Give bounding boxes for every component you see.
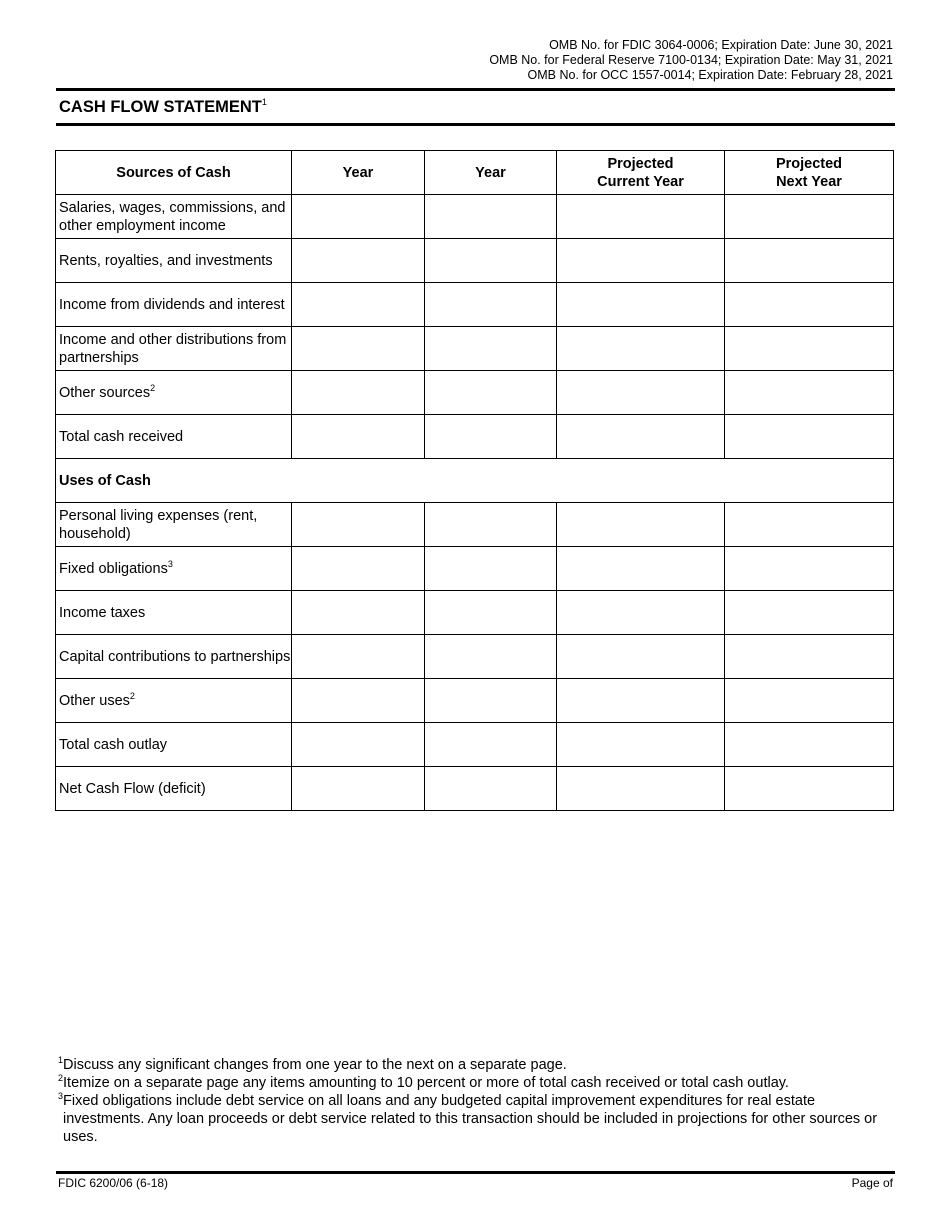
input-cell[interactable] xyxy=(725,415,894,459)
input-cell[interactable] xyxy=(557,371,725,415)
input-cell[interactable] xyxy=(425,503,557,547)
input-cell[interactable] xyxy=(557,195,725,239)
input-cell[interactable] xyxy=(725,283,894,327)
table-row xyxy=(56,503,894,547)
header-sources-of-cash: Sources of Cash xyxy=(56,151,292,195)
input-cell[interactable] xyxy=(725,371,894,415)
section-heading-uses-of-cash: Uses of Cash xyxy=(56,459,894,503)
form-id: FDIC 6200/06 (6-18) xyxy=(58,1176,169,1190)
table-row xyxy=(56,679,894,723)
input-cell[interactable] xyxy=(292,679,425,723)
input-cell[interactable] xyxy=(292,547,425,591)
omb-line-occ: OMB No. for OCC 1557-0014; Expiration Date: February 28, 2021 xyxy=(527,68,893,82)
row-label: Capital contributions to partnerships xyxy=(56,635,292,679)
page-number: Page of xyxy=(851,1176,893,1190)
header-year-2: Year xyxy=(425,151,557,195)
header-top-rule xyxy=(56,88,895,91)
omb-line-fdic: OMB No. for FDIC 3064-0006; Expiration Date: June 30, 2021 xyxy=(549,38,893,52)
page-title: CASH FLOW STATEMENT$^1$ xyxy=(59,97,267,116)
input-cell[interactable] xyxy=(425,635,557,679)
omb-line-federal-reserve: OMB No. for Federal Reserve 7100-0134; Expiration Date: May 31, 2021 xyxy=(489,53,893,67)
input-cell[interactable] xyxy=(725,195,894,239)
cash-flow-table xyxy=(55,150,894,811)
header-bottom-rule xyxy=(56,123,895,126)
table-row xyxy=(56,415,894,459)
input-cell[interactable] xyxy=(425,327,557,371)
row-label: Net Cash Flow (deficit) xyxy=(56,767,292,811)
input-cell[interactable] xyxy=(425,195,557,239)
table-row xyxy=(56,591,894,635)
input-cell[interactable] xyxy=(425,415,557,459)
input-cell[interactable] xyxy=(725,679,894,723)
input-cell[interactable] xyxy=(557,547,725,591)
table-row xyxy=(56,195,894,239)
row-label: Income taxes xyxy=(56,591,292,635)
input-cell[interactable] xyxy=(725,767,894,811)
footnote-ref: 2 xyxy=(150,382,156,393)
input-cell[interactable] xyxy=(292,283,425,327)
row-label: Rents, royalties, and investments xyxy=(56,239,292,283)
input-cell[interactable] xyxy=(557,239,725,283)
input-cell[interactable] xyxy=(292,635,425,679)
input-cell[interactable] xyxy=(425,547,557,591)
table-row xyxy=(56,283,894,327)
row-label: Income and other distributions from partnerships xyxy=(56,327,292,371)
input-cell[interactable] xyxy=(557,767,725,811)
footnotes xyxy=(58,1056,888,1146)
input-cell[interactable] xyxy=(425,767,557,811)
footnote-3: $^3$Fixed obligations include debt service on all loans and any budgeted capital improvement expenditures for real estate investments. Any loan proceeds or debt service related to this transaction should be included in projections for other sources or uses. xyxy=(58,1091,878,1145)
footnote-ref: 2 xyxy=(129,690,135,701)
input-cell[interactable] xyxy=(725,503,894,547)
input-cell[interactable] xyxy=(725,547,894,591)
section-row-uses xyxy=(56,459,894,503)
input-cell[interactable] xyxy=(557,327,725,371)
row-label: Personal living expenses (rent, household) xyxy=(56,503,292,547)
input-cell[interactable] xyxy=(292,503,425,547)
header-projected-current-year: Projected Current Year xyxy=(557,151,725,195)
input-cell[interactable] xyxy=(557,679,725,723)
input-cell[interactable] xyxy=(292,723,425,767)
input-cell[interactable] xyxy=(292,327,425,371)
input-cell[interactable] xyxy=(557,503,725,547)
table-header-row xyxy=(56,151,894,195)
input-cell[interactable] xyxy=(292,415,425,459)
table-row xyxy=(56,371,894,415)
input-cell[interactable] xyxy=(425,679,557,723)
input-cell[interactable] xyxy=(425,371,557,415)
input-cell[interactable] xyxy=(425,591,557,635)
input-cell[interactable] xyxy=(557,591,725,635)
header-year-1: Year xyxy=(292,151,425,195)
input-cell[interactable] xyxy=(425,723,557,767)
input-cell[interactable] xyxy=(725,327,894,371)
input-cell[interactable] xyxy=(425,239,557,283)
input-cell[interactable] xyxy=(292,239,425,283)
input-cell[interactable] xyxy=(725,239,894,283)
title-footnote-ref: 1 xyxy=(261,97,267,107)
row-label: Total cash received xyxy=(56,415,292,459)
input-cell[interactable] xyxy=(292,371,425,415)
footer-rule xyxy=(56,1171,895,1174)
table-row xyxy=(56,767,894,811)
table-row xyxy=(56,547,894,591)
input-cell[interactable] xyxy=(725,723,894,767)
input-cell[interactable] xyxy=(557,283,725,327)
table-row xyxy=(56,327,894,371)
row-label: Income from dividends and interest xyxy=(56,283,292,327)
input-cell[interactable] xyxy=(292,767,425,811)
input-cell[interactable] xyxy=(725,591,894,635)
footnote-2: $^2$Itemize on a separate page any items amounting to 10 percent or more of total cash received or total cash outlay. xyxy=(58,1073,789,1091)
row-label: Other uses$^2$ xyxy=(56,679,292,723)
footnote-ref: 3 xyxy=(167,558,173,569)
row-label: Fixed obligations$^3$ xyxy=(56,547,292,591)
table-row xyxy=(56,635,894,679)
row-label: Other sources$^2$ xyxy=(56,371,292,415)
row-label: Salaries, wages, commissions, and other employment income xyxy=(56,195,292,239)
input-cell[interactable] xyxy=(292,591,425,635)
table-row xyxy=(56,723,894,767)
table-row xyxy=(56,239,894,283)
input-cell[interactable] xyxy=(557,723,725,767)
header-projected-next-year: Projected Next Year xyxy=(725,151,894,195)
row-label: Total cash outlay xyxy=(56,723,292,767)
input-cell[interactable] xyxy=(557,635,725,679)
input-cell[interactable] xyxy=(292,195,425,239)
input-cell[interactable] xyxy=(425,283,557,327)
footnote-1: $^1$Discuss any significant changes from one year to the next on a separate page. xyxy=(58,1055,567,1073)
input-cell[interactable] xyxy=(725,635,894,679)
omb-header xyxy=(489,38,893,83)
input-cell[interactable] xyxy=(557,415,725,459)
